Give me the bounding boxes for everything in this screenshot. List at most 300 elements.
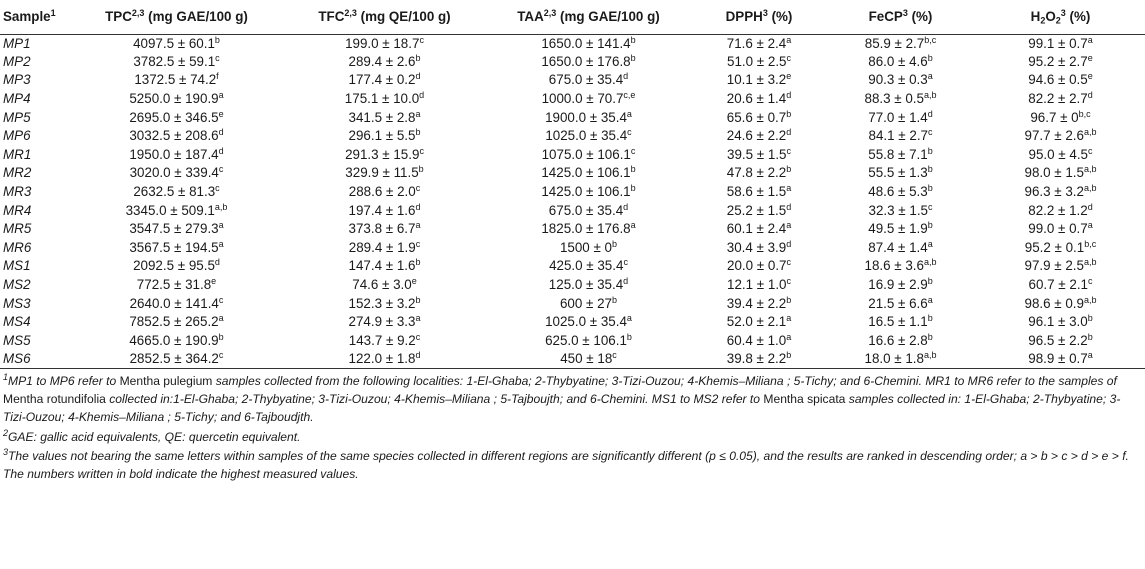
dpph-cell [693, 34, 825, 53]
taa-value: 675.0 ± 35.4 [548, 72, 624, 88]
tfc-value: 197.4 ± 1.6 [348, 202, 416, 218]
taa-value: 425.0 ± 35.4 [549, 258, 624, 274]
dpph-significance: a [786, 313, 792, 324]
header-tpc: TPC$^{2,3}$ (mg GAE/100 g) [68, 0, 285, 34]
taa-value: 1900.0 ± 35.4 [545, 109, 627, 125]
taa-value: 1825.0 ± 176.8 [541, 221, 631, 237]
fecp-significance: d [927, 108, 933, 119]
fecp-cell [825, 146, 976, 165]
h2o2-value: 82.2 ± 2.7 [1028, 91, 1088, 107]
dpph-value: 65.6 ± 0.7 [726, 109, 787, 125]
table-row [0, 350, 1145, 369]
table-row [0, 53, 1145, 72]
tpc-value: 3567.5 ± 194.5 [129, 239, 219, 255]
dpph-significance: b [786, 164, 792, 175]
fecp-significance: a [927, 294, 933, 305]
dpph-significance: c [786, 145, 791, 156]
footnote-2: $^2$GAE: gallic acid equivalents, QE: quercetin equivalent. [3, 427, 301, 444]
taa-cell [484, 276, 693, 295]
tpc-significance: d [214, 257, 220, 268]
taa-cell [484, 313, 693, 332]
sample-cell: MR2 [3, 165, 32, 181]
h2o2-cell [976, 71, 1145, 90]
fecp-value: 21.5 ± 6.6 [868, 295, 928, 311]
header-dpph: DPPH$^3$ (%) [693, 0, 825, 34]
dpph-cell [693, 332, 825, 351]
dpph-significance: b [786, 108, 792, 119]
fecp-significance: b [927, 183, 933, 194]
table-row [0, 146, 1145, 165]
tfc-cell [285, 257, 484, 276]
tfc-cell [285, 313, 484, 332]
tpc-value: 3547.5 ± 279.3 [129, 221, 219, 237]
taa-cell [484, 257, 693, 276]
tfc-significance: a [415, 108, 421, 119]
fecp-significance: b [927, 145, 933, 156]
h2o2-significance: b [1087, 313, 1093, 324]
table-row [0, 294, 1145, 313]
tfc-value: 152.3 ± 3.2 [348, 295, 416, 311]
tpc-value: 2640.0 ± 141.4 [129, 295, 219, 311]
h2o2-cell [976, 164, 1145, 183]
h2o2-significance: c [1087, 276, 1093, 287]
tpc-cell [68, 71, 285, 90]
h2o2-cell [976, 313, 1145, 332]
dpph-cell [693, 220, 825, 239]
taa-significance: b [630, 34, 636, 45]
taa-value: 1000.0 ± 70.7 [541, 91, 624, 107]
tfc-value: 329.9 ± 11.5 [345, 165, 419, 181]
taa-cell [484, 71, 693, 90]
tpc-significance: c [218, 164, 224, 175]
taa-value: 1025.0 ± 35.4 [545, 314, 627, 330]
fecp-value: 90.3 ± 0.3 [868, 72, 928, 88]
taa-cell [484, 127, 693, 146]
tfc-significance: c [415, 331, 421, 342]
tfc-cell [285, 34, 484, 53]
tpc-value: 5250.0 ± 190.9 [129, 91, 219, 107]
h2o2-value: 96.1 ± 3.0 [1028, 314, 1088, 330]
table-row [0, 239, 1145, 258]
h2o2-significance: b,c [1078, 108, 1091, 119]
taa-significance: a [626, 108, 632, 119]
fecp-value: 16.9 ± 2.9 [868, 277, 928, 293]
fecp-cell [825, 71, 976, 90]
tfc-cell [285, 146, 484, 165]
tpc-cell [68, 90, 285, 109]
fecp-cell [825, 294, 976, 313]
tpc-value: 2695.0 ± 346.5 [129, 109, 219, 125]
h2o2-cell [976, 127, 1145, 146]
header-tfc: TFC$^{2,3}$ (mg QE/100 g) [285, 0, 484, 34]
table-row [0, 183, 1145, 202]
header-h2o2: $H_2O_2^3$ (%) [976, 0, 1145, 34]
tfc-value: 147.4 ± 1.6 [348, 258, 416, 274]
tfc-cell [285, 276, 484, 295]
table-row [0, 220, 1145, 239]
dpph-significance: c [786, 257, 791, 268]
dpph-significance: a [786, 34, 792, 45]
fecp-cell [825, 350, 976, 369]
fecp-significance: a,b [923, 90, 937, 101]
header-taa: TAA$^{2,3}$ (mg GAE/100 g) [484, 0, 693, 34]
table-body [0, 34, 1145, 369]
h2o2-significance: a,b [1083, 164, 1097, 175]
taa-cell [484, 332, 693, 351]
dpph-cell [693, 350, 825, 369]
h2o2-value: 60.7 ± 2.1 [1028, 277, 1088, 293]
tfc-cell [285, 220, 484, 239]
tpc-cell [68, 164, 285, 183]
h2o2-cell [976, 350, 1145, 369]
h2o2-value: 97.7 ± 2.6 [1024, 128, 1084, 144]
table-row [0, 71, 1145, 90]
tfc-significance: b [415, 127, 421, 138]
dpph-value: 52.0 ± 2.1 [726, 314, 787, 330]
taa-significance: c [623, 257, 628, 268]
tfc-cell [285, 53, 484, 72]
fecp-cell [825, 276, 976, 295]
tpc-significance: a [218, 90, 224, 101]
tpc-cell [68, 34, 285, 53]
fecp-value: 48.6 ± 5.3 [868, 184, 928, 200]
taa-significance: b [630, 52, 636, 63]
h2o2-significance: e [1087, 52, 1093, 63]
dpph-cell [693, 127, 825, 146]
tfc-value: 177.4 ± 0.2 [348, 72, 416, 88]
fecp-value: 18.6 ± 3.6 [864, 258, 924, 274]
fecp-significance: a,b [923, 350, 937, 361]
taa-significance: d [623, 71, 629, 82]
fecp-cell [825, 332, 976, 351]
dpph-significance: a [786, 331, 792, 342]
fecp-value: 84.1 ± 2.7 [868, 128, 928, 144]
fecp-value: 18.0 ± 1.8 [864, 351, 924, 367]
fecp-value: 88.3 ± 0.5 [864, 91, 924, 107]
sample-cell: MS1 [3, 258, 31, 274]
tpc-value: 3032.5 ± 208.6 [129, 128, 219, 144]
h2o2-significance: b,c [1084, 238, 1097, 249]
dpph-cell [693, 313, 825, 332]
tfc-value: 291.3 ± 15.9 [345, 146, 420, 162]
taa-significance: d [623, 201, 629, 212]
table-row [0, 90, 1145, 109]
dpph-cell [693, 183, 825, 202]
taa-significance: c [612, 350, 617, 361]
sample-cell: MP1 [3, 35, 31, 51]
sample-cell: MP5 [3, 109, 31, 125]
tpc-value: 2092.5 ± 95.5 [133, 258, 215, 274]
tfc-value: 289.4 ± 1.9 [348, 239, 416, 255]
h2o2-cell [976, 90, 1145, 109]
taa-value: 1425.0 ± 106.1 [541, 165, 631, 181]
footnote-1: $^1$MP1 to MP6 refer to Mentha pulegium samples collected from the following localities: 1-El-Ghaba; 2-Thybyatine; 3-Tizi-Ouzou; 4-Khemis–Miliana ; 5-Tichy; and 6-Chemini. MR1 to MR6 refer to the samples of Mentha rotundifolia collected in:1-El-Ghaba; 2-Thybyatine; 3-Tizi-Ouzou; 4-Khemis–Miliana ; 5-Tajboujth; and 6-Chemini. MS1 to MS2 refer to Mentha spicata samples collected in: 1-El-Ghaba; 2-Thybyatine; 3-Tizi-Ouzou; 4-Khemis–Miliana ; 5-Tichy; and 6-Tajboudjth. [3, 372, 1121, 424]
tpc-cell [68, 332, 285, 351]
taa-value: 125.0 ± 35.4 [548, 277, 624, 293]
h2o2-cell [976, 183, 1145, 202]
dpph-value: 51.0 ± 2.5 [727, 53, 787, 69]
tpc-value: 3782.5 ± 59.1 [133, 53, 216, 69]
tfc-significance: b [415, 257, 421, 268]
tpc-significance: c [218, 294, 224, 305]
tfc-significance: a [415, 220, 421, 231]
fecp-cell [825, 239, 976, 258]
dpph-cell [693, 146, 825, 165]
fecp-cell [825, 53, 976, 72]
tpc-cell [68, 239, 285, 258]
tpc-significance: b [214, 34, 220, 45]
tpc-cell [68, 276, 285, 295]
fecp-value: 85.9 ± 2.7 [864, 35, 925, 51]
sample-cell: MR5 [3, 221, 32, 237]
taa-significance: b [612, 294, 618, 305]
fecp-significance: b [927, 164, 933, 175]
tfc-cell [285, 294, 484, 313]
sample-cell: MS3 [3, 295, 31, 311]
fecp-significance: b [927, 313, 933, 324]
tfc-value: 289.4 ± 2.6 [348, 53, 416, 69]
fecp-cell [825, 220, 976, 239]
h2o2-significance: a [1087, 350, 1093, 361]
tfc-cell [285, 350, 484, 369]
tpc-cell [68, 257, 285, 276]
fecp-significance: c [927, 201, 933, 212]
dpph-cell [693, 53, 825, 72]
fecp-value: 49.5 ± 1.9 [868, 221, 928, 237]
table-row [0, 276, 1145, 295]
fecp-significance: b [927, 331, 933, 342]
sample-cell: MR1 [3, 146, 32, 162]
taa-value: 625.0 ± 106.1 [545, 332, 627, 348]
tpc-cell [68, 183, 285, 202]
tfc-significance: d [415, 350, 421, 361]
dpph-value: 12.1 ± 1.0 [727, 277, 787, 293]
tfc-significance: b [415, 294, 421, 305]
fecp-cell [825, 164, 976, 183]
fecp-value: 16.6 ± 2.8 [868, 332, 928, 348]
tfc-value: 373.8 ± 6.7 [348, 221, 416, 237]
tpc-value: 1372.5 ± 74.2 [134, 72, 217, 88]
fecp-significance: b [927, 220, 933, 231]
taa-value: 1500 ± 0 [559, 239, 612, 255]
h2o2-cell [976, 276, 1145, 295]
taa-value: 1025.0 ± 35.4 [545, 128, 628, 144]
tfc-value: 296.1 ± 5.5 [348, 128, 416, 144]
tpc-significance: d [218, 127, 224, 138]
dpph-significance: d [786, 201, 792, 212]
h2o2-cell [976, 257, 1145, 276]
taa-cell [484, 90, 693, 109]
fecp-cell [825, 127, 976, 146]
taa-significance: a [630, 220, 636, 231]
tpc-cell [68, 313, 285, 332]
taa-significance: c [627, 127, 632, 138]
sample-cell: MR4 [3, 202, 32, 218]
fecp-cell [825, 257, 976, 276]
dpph-cell [693, 257, 825, 276]
tfc-significance: a [415, 313, 421, 324]
tpc-significance: a [218, 220, 224, 231]
tfc-value: 143.7 ± 9.2 [348, 332, 416, 348]
tfc-significance: e [411, 276, 417, 287]
dpph-significance: d [786, 90, 792, 101]
taa-cell [484, 294, 693, 313]
taa-significance: d [623, 276, 629, 287]
h2o2-value: 96.5 ± 2.2 [1028, 332, 1088, 348]
tpc-significance: d [218, 145, 224, 156]
dpph-value: 39.8 ± 2.2 [726, 351, 787, 367]
h2o2-cell [976, 220, 1145, 239]
tpc-value: 2632.5 ± 81.3 [133, 184, 216, 200]
taa-significance: b [630, 164, 636, 175]
table-row [0, 313, 1145, 332]
tpc-significance: b [218, 331, 224, 342]
taa-value: 450 ± 18 [560, 351, 613, 367]
sample-cell: MR3 [3, 184, 32, 200]
h2o2-value: 95.0 ± 4.5 [1028, 146, 1088, 162]
dpph-significance: d [786, 127, 792, 138]
dpph-cell [693, 108, 825, 127]
fecp-cell [825, 183, 976, 202]
dpph-value: 58.6 ± 1.5 [726, 184, 787, 200]
tpc-significance: e [218, 108, 224, 119]
taa-significance: a [626, 313, 632, 324]
tpc-significance: e [211, 276, 217, 287]
tpc-cell [68, 108, 285, 127]
dpph-value: 10.1 ± 3.2 [726, 72, 787, 88]
tfc-significance: b [418, 164, 424, 175]
taa-cell [484, 146, 693, 165]
tpc-value: 772.5 ± 31.8 [136, 277, 212, 293]
header-row [0, 0, 1145, 34]
h2o2-significance: c [1087, 145, 1093, 156]
footnote-3: $^3$The values not bearing the same letters within samples of the same species collected in different regions are significantly different (p ≤ 0.05), and the results are ranked in descending order; a > b > c > d > e > f. The numbers written in bold indicate the highest measured values. [3, 447, 1129, 482]
dpph-cell [693, 239, 825, 258]
tfc-value: 74.6 ± 3.0 [352, 277, 412, 293]
table-row [0, 332, 1145, 351]
dpph-value: 60.4 ± 1.0 [726, 332, 787, 348]
table-row [0, 127, 1145, 146]
h2o2-cell [976, 146, 1145, 165]
sample-cell: MS4 [3, 314, 31, 330]
tpc-significance: c [215, 52, 220, 63]
dpph-value: 60.1 ± 2.4 [726, 221, 787, 237]
tfc-significance: c [419, 34, 424, 45]
tfc-value: 341.5 ± 2.8 [348, 109, 416, 125]
tpc-value: 2852.5 ± 364.2 [129, 351, 219, 367]
tfc-significance: b [415, 52, 421, 63]
taa-cell [484, 53, 693, 72]
tpc-cell [68, 127, 285, 146]
dpph-significance: b [786, 350, 792, 361]
h2o2-value: 96.7 ± 0 [1030, 109, 1079, 125]
sample-cell: MS6 [0, 350, 68, 369]
fecp-significance: a,b [923, 257, 937, 268]
tpc-cell [68, 201, 285, 220]
sample-cell: MS2 [3, 277, 31, 293]
fecp-significance: b [927, 52, 933, 63]
tpc-cell [68, 53, 285, 72]
taa-value: 600 ± 27 [559, 295, 612, 311]
fecp-value: 16.5 ± 1.1 [868, 314, 928, 330]
dpph-value: 47.8 ± 2.2 [726, 165, 787, 181]
table-row [0, 108, 1145, 127]
tpc-value: 3345.0 ± 509.1 [125, 202, 215, 218]
dpph-value: 39.5 ± 1.5 [727, 146, 787, 162]
sample-cell: MP6 [3, 128, 31, 144]
fecp-significance: b [927, 276, 933, 287]
h2o2-significance: a [1087, 34, 1093, 45]
taa-cell [484, 350, 693, 369]
taa-cell [484, 239, 693, 258]
h2o2-cell [976, 201, 1145, 220]
dpph-significance: a [786, 220, 792, 231]
dpph-cell [693, 90, 825, 109]
taa-significance: b [630, 183, 636, 194]
fecp-value: 32.3 ± 1.5 [868, 202, 928, 218]
tpc-cell [68, 294, 285, 313]
tpc-value: 4665.0 ± 190.9 [129, 332, 219, 348]
h2o2-value: 97.9 ± 2.5 [1024, 258, 1084, 274]
dpph-cell [693, 276, 825, 295]
tpc-significance: c [218, 350, 224, 361]
footnotes [0, 369, 1145, 484]
fecp-value: 55.8 ± 7.1 [868, 146, 928, 162]
tpc-cell [68, 146, 285, 165]
h2o2-value: 95.2 ± 0.1 [1024, 239, 1085, 255]
taa-cell [484, 34, 693, 53]
fecp-cell [825, 90, 976, 109]
h2o2-value: 99.0 ± 0.7 [1028, 221, 1088, 237]
taa-significance: b [626, 331, 632, 342]
h2o2-value: 95.2 ± 2.7 [1028, 53, 1088, 69]
tfc-significance: c [415, 183, 421, 194]
tfc-value: 288.6 ± 2.0 [348, 184, 416, 200]
h2o2-significance: d [1087, 201, 1093, 212]
tfc-value: 274.9 ± 3.3 [348, 314, 416, 330]
h2o2-significance: a,b [1083, 294, 1097, 305]
tfc-cell [285, 127, 484, 146]
dpph-value: 20.6 ± 1.4 [726, 91, 787, 107]
h2o2-significance: a,b [1083, 257, 1097, 268]
tfc-significance: d [415, 71, 421, 82]
tpc-cell [68, 220, 285, 239]
tfc-cell [285, 332, 484, 351]
taa-cell [484, 201, 693, 220]
taa-cell [484, 164, 693, 183]
taa-value: 1425.0 ± 106.1 [541, 184, 631, 200]
taa-value: 675.0 ± 35.4 [548, 202, 624, 218]
h2o2-significance: e [1087, 71, 1093, 82]
fecp-significance: a [927, 238, 933, 249]
tfc-cell [285, 71, 484, 90]
h2o2-significance: d [1087, 90, 1093, 101]
h2o2-value: 96.3 ± 3.2 [1024, 184, 1084, 200]
h2o2-cell [976, 34, 1145, 53]
table-row [0, 201, 1145, 220]
dpph-value: 71.6 ± 2.4 [726, 35, 787, 51]
fecp-value: 87.4 ± 1.4 [868, 239, 928, 255]
sample-cell: MS5 [3, 332, 31, 348]
fecp-cell [825, 313, 976, 332]
h2o2-significance: a,b [1083, 127, 1097, 138]
h2o2-cell [976, 53, 1145, 72]
h2o2-cell [976, 332, 1145, 351]
dpph-value: 20.0 ± 0.7 [727, 258, 787, 274]
h2o2-cell [976, 108, 1145, 127]
h2o2-cell [976, 239, 1145, 258]
table-row [0, 257, 1145, 276]
